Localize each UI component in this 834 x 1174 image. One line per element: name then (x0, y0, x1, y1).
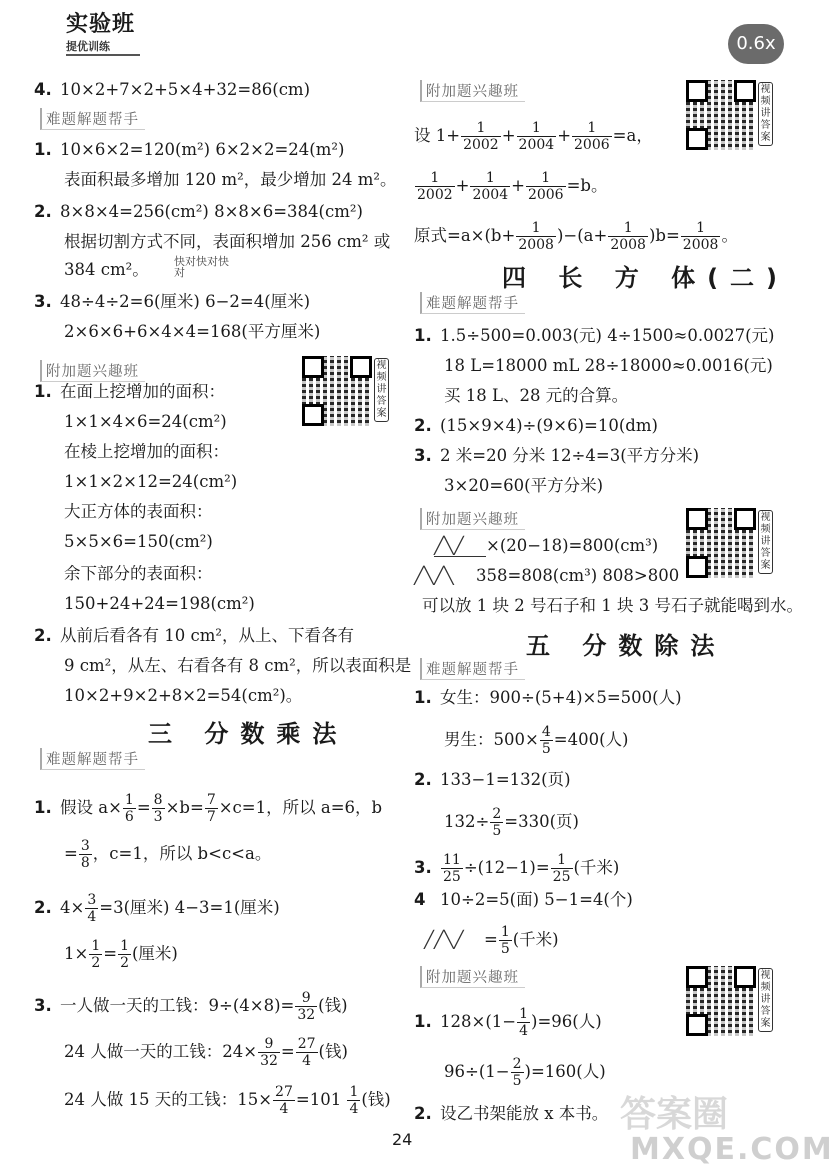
watermark-logo: 答案圈 (620, 1094, 729, 1135)
answer-line: 1. 假设 a× $\frac{1}{6}$ = $\frac{8}{3}$ ×b= $\frac{7}{7}$ ×c=1，所以 a=6，b (34, 792, 383, 825)
fraction: $\frac{1}{2004}$ (472, 170, 509, 203)
playback-speed-button[interactable]: 0.6x (728, 24, 784, 64)
answer-line: 9 cm²，从左、右看各有 8 cm²，所以表面积是 (64, 656, 412, 675)
section-tag: 附加题兴趣班 (420, 966, 525, 988)
qr-caption: 视频讲答案 (758, 510, 773, 574)
section-heading: 五 分数除法 (526, 632, 727, 660)
brand-logo (66, 12, 140, 56)
answer-line: 余下部分的表面积： (64, 564, 213, 583)
answer-line: 2×6×6+6×4×4=168(平方厘米) (64, 322, 321, 341)
brand-title: 实验班 (66, 12, 136, 37)
answer-line: 1×1×2×12=24(cm²) (64, 472, 238, 491)
answer-line: 1. 1.5÷500=0.003(元) 4÷1500≈0.0027(元) (414, 326, 775, 345)
section-tag: 难题解题帮手 (40, 108, 145, 130)
answer-line: ╱╲╱╲ 358=808(cm³) 808>800 (414, 566, 680, 585)
section-tag: 附加题兴趣班 (40, 360, 145, 382)
answer-line: 2. 133−1=132(页) (414, 770, 571, 789)
fraction: $\frac{1}{2008}$ (682, 220, 719, 253)
answer-line: 132÷ $\frac{2}{5}$ =330(页) (444, 806, 579, 839)
answer-line: 3×20=60(平方分米) (444, 476, 604, 495)
answer-line: 3. $\frac{11}{25}$ ÷(12−1)= $\frac{1}{25}$ (千米) (414, 852, 620, 885)
fraction: $\frac{4}{5}$ (541, 724, 551, 757)
answer-line: 3. 2 米=20 分米 12÷4=3(平方分米) (414, 446, 700, 465)
answer-line: 1×1×4×6=24(cm²) (64, 412, 227, 431)
section-heading: 三 分数乘法 (148, 720, 349, 748)
qr-code[interactable] (686, 508, 772, 580)
section-tag: 附加题兴趣班 (420, 80, 525, 102)
answer-line: 根据切割方式不同，表面积增加 256 cm² 或 (64, 232, 391, 251)
answer-line: 2. 4× $\frac{3}{4}$ =3(厘米) 4−3=1(厘米) (34, 892, 280, 925)
answer-line: 2. 设乙书架能放 x 本书。 (414, 1104, 609, 1123)
answer-line: $\frac{1}{2002}$ + $\frac{1}{2004}$ + $\frac{1}{2006}$ =b。 (417, 170, 608, 203)
answer-line: 18 L=18000 mL 28÷18000≈0.0016(元) (444, 356, 773, 375)
fraction: $\frac{1}{25}$ (552, 852, 571, 885)
fraction: $\frac{1}{2004}$ (518, 120, 555, 153)
answer-line: = $\frac{3}{8}$ ，c=1，所以 b<c<a。 (64, 838, 272, 871)
answer-line: 1. 10×6×2=120(m²) 6×2×2=24(m²) (34, 140, 345, 159)
fraction: $\frac{27}{4}$ (297, 1036, 316, 1069)
answer-line: 原式=a×(b+ $\frac{1}{2008}$ )−(a+ $\frac{1}{2008}$ )b= $\frac{1}{2008}$ 。 (414, 220, 738, 253)
answer-line: 10×2+9×2+8×2=54(cm²)。 (64, 686, 303, 705)
answer-line: 24 人做 15 天的工钱：15× $\frac{27}{4}$ =101 $\frac{1}{4}$ (钱) (64, 1084, 391, 1117)
fraction: $\frac{8}{3}$ (153, 792, 163, 825)
fraction: $\frac{1}{2002}$ (463, 120, 499, 153)
fraction: $\frac{11}{25}$ (443, 852, 461, 885)
section-heading: 四 长 方 体(二) (502, 264, 790, 292)
fraction: $\frac{1}{2008}$ (518, 220, 554, 253)
answer-line: 24 人做一天的工钱：24× $\frac{9}{32}$ = $\frac{27}{4}$ (钱) (64, 1036, 348, 1069)
answer-line: 1. 女生：900÷(5+4)×5=500(人) (414, 688, 682, 707)
qr-caption: 视频讲答案 (758, 968, 773, 1032)
fraction: $\frac{1}{2}$ (91, 938, 101, 971)
fraction: $\frac{1}{5}$ (500, 924, 510, 957)
section-tag: 附加题兴趣班 (420, 508, 525, 530)
answer-line: 1. 128×(1− $\frac{1}{4}$ )=96(人) (414, 1006, 602, 1039)
qr-caption: 视频讲答案 (374, 358, 389, 422)
answer-line: 表面积最多增加 120 m²，最少增加 24 m²。 (64, 170, 397, 189)
fraction: $\frac{2}{5}$ (492, 806, 502, 839)
answer-line: 1. 在面上挖增加的面积： (34, 382, 225, 401)
qr-caption: 视频讲答案 (758, 82, 773, 146)
answer-line: 2. 从前后看各有 10 cm²，从上、下看各有 (34, 626, 354, 645)
qr-code[interactable] (686, 966, 772, 1038)
answer-line: 150+24+24=198(cm²) (64, 594, 255, 613)
section-tag: 难题解题帮手 (420, 658, 525, 680)
section-tag: 难题解题帮手 (420, 292, 525, 314)
brand-subtitle: 提优训练 (66, 38, 140, 56)
answer-line: 2. 8×8×4=256(cm²) 8×8×6=384(cm²) (34, 202, 363, 221)
answer-line: 在棱上挖增加的面积： (64, 442, 229, 461)
qr-code[interactable] (302, 356, 388, 428)
answer-line: 5×5×6=150(cm²) (64, 532, 213, 551)
fraction: $\frac{1}{2002}$ (417, 170, 453, 203)
fraction: $\frac{1}{2}$ (120, 938, 129, 971)
answer-line: 96÷(1− $\frac{2}{5}$ )=160(人) (444, 1056, 606, 1089)
fraction: $\frac{1}{2006}$ (574, 120, 610, 153)
answer-line: 男生：500× $\frac{4}{5}$ =400(人) (444, 724, 629, 757)
section-tag: 难题解题帮手 (40, 748, 145, 770)
handwritten-note: 快对快对快对 (174, 255, 229, 279)
answer-line: 2. (15×9×4)÷(9×6)=10(dm) (414, 416, 658, 435)
fraction: $\frac{1}{4}$ (349, 1084, 359, 1117)
fraction: $\frac{1}{4}$ (519, 1006, 529, 1039)
answer-line: 4 10÷2=5(面) 5−1=4(个) (414, 890, 633, 909)
qr-code[interactable] (686, 80, 772, 152)
answer-line: 买 18 L、28 元的合算。 (444, 386, 629, 405)
answer-line: 3. 48÷4÷2=6(厘米) 6−2=4(厘米) (34, 292, 311, 311)
fraction: $\frac{27}{4}$ (275, 1084, 293, 1117)
watermark-text: MXQE.COM (630, 1132, 834, 1167)
fraction: $\frac{9}{32}$ (297, 990, 316, 1023)
fraction: $\frac{1}{6}$ (124, 792, 134, 825)
fraction: $\frac{1}{2006}$ (527, 170, 564, 203)
fraction: $\frac{7}{7}$ (206, 792, 216, 825)
answer-line: 384 cm²。 (64, 260, 149, 279)
answer-line: 可以放 1 块 2 号石子和 1 块 3 号石子就能喝到水。 (422, 596, 803, 615)
answer-line: 4. 10×2+7×2+5×4+32=86(cm) (34, 80, 311, 99)
fraction: $\frac{3}{8}$ (80, 838, 90, 871)
fraction: $\frac{9}{32}$ (260, 1036, 278, 1069)
fraction: $\frac{1}{2008}$ (610, 220, 646, 253)
fraction: $\frac{2}{5}$ (512, 1056, 522, 1089)
answer-line: 3. 一人做一天的工钱：9÷(4×8)= $\frac{9}{32}$ (钱) (34, 990, 348, 1023)
answer-line: ╱╲╱ ×(20−18)=800(cm³) (434, 536, 659, 555)
fraction: $\frac{3}{4}$ (87, 892, 97, 925)
answer-line: 1× $\frac{1}{2}$ = $\frac{1}{2}$ (厘米) (64, 938, 178, 971)
page-number: 24 (392, 1130, 413, 1149)
answer-line: 大正方体的表面积： (64, 502, 213, 521)
answer-line: 设 1+ $\frac{1}{2002}$ + $\frac{1}{2004}$ + $\frac{1}{2006}$ =a， (414, 120, 653, 153)
answer-line: ╱╱╲╱ = $\frac{1}{5}$ (千米) (424, 924, 559, 957)
